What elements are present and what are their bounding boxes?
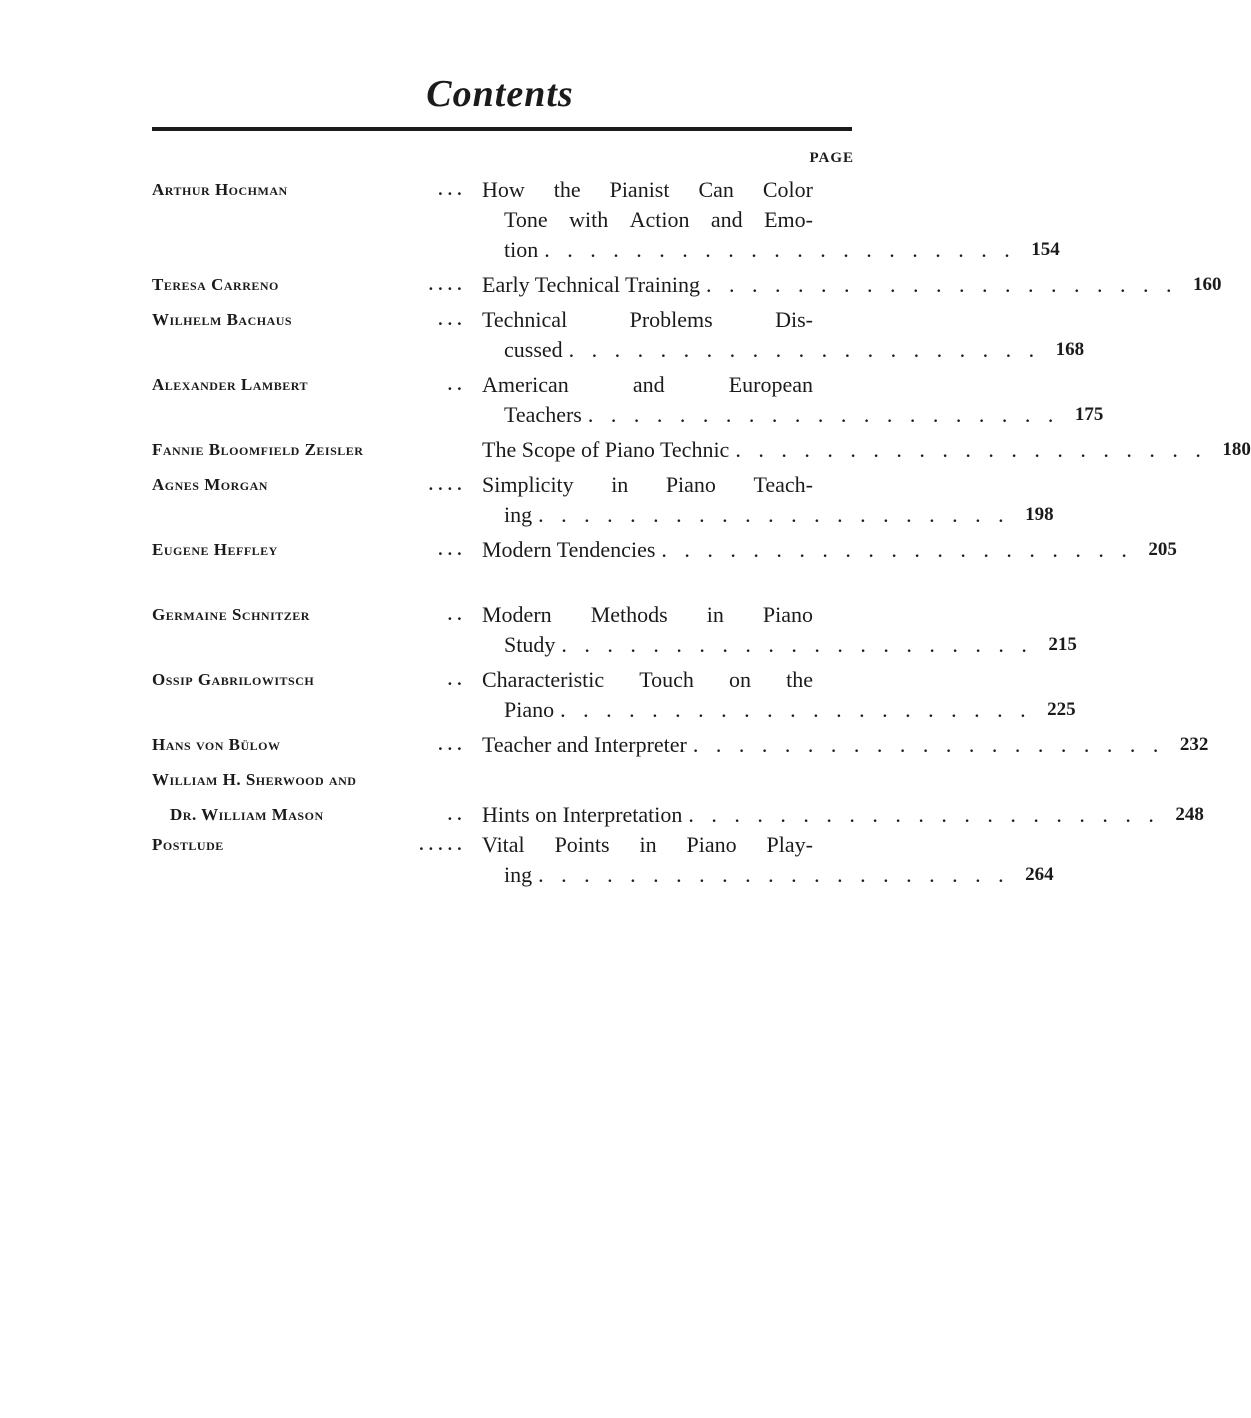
toc-title: [482, 800, 1204, 830]
toc-leader-dots: . . . . . . . . . . . . . . . . . . . . .: [544, 237, 1016, 262]
toc-title-line: American and European: [482, 372, 813, 397]
toc-page-number: 160: [1193, 274, 1222, 295]
toc-page-number: 232: [1179, 734, 1209, 755]
toc-leader-dots: . . . .: [428, 275, 462, 294]
toc-title-line: Tone with Action and Emo-: [504, 207, 813, 232]
toc-title-line: ing: [504, 862, 533, 887]
toc-author: [152, 270, 462, 300]
toc-title-line: The Scope of Piano Technic: [482, 437, 730, 462]
toc-leader-dots: . . .: [438, 735, 462, 754]
toc-title-line: cussed: [504, 337, 563, 362]
toc-title: [482, 535, 1177, 565]
toc-leader-dots: . . . . . . . . . . . . . . . . . . . . .: [538, 502, 1010, 527]
toc-leader-dots: . . . . . . . . . . . . . . . . . . . . .: [661, 537, 1133, 562]
toc-author: [152, 470, 462, 500]
toc-title: [482, 175, 1060, 265]
toc-title: [482, 830, 1054, 890]
toc-author-name: Teresa Carreno: [152, 275, 279, 294]
toc-author: [152, 435, 462, 465]
toc-author: [152, 730, 462, 760]
toc-page-number: 205: [1148, 539, 1177, 560]
toc-author: [152, 370, 462, 400]
toc-author-name: Eugene Heffley: [152, 540, 278, 559]
toc-page-number: 154: [1031, 239, 1060, 260]
toc-author-name: Wilhelm Bachaus: [152, 310, 293, 329]
toc-leader-dots: . . . . . . . . . . . . . . . . . . . . .: [587, 402, 1060, 427]
toc-title-line: Teachers: [504, 402, 582, 427]
toc-title-line: Early Technical Training: [482, 272, 701, 297]
toc-author: [152, 175, 462, 205]
toc-author-name: Hans von Bülow: [152, 735, 281, 754]
toc-author-name: Fannie Bloomfield Zeisler: [152, 440, 364, 459]
toc-title-line: Piano: [504, 697, 555, 722]
toc-leader-dots: . .: [447, 605, 462, 624]
toc-title: [482, 270, 1222, 300]
toc-author-name: Arthur Hochman: [152, 180, 288, 199]
toc-leader-dots: . . . . . . . . . . . . . . . . . . . . .: [561, 632, 1033, 657]
page-title: Contents: [426, 73, 574, 115]
toc-leader-dots: . . . . . . . . . . . . . . . . . . . . .: [560, 697, 1032, 722]
toc-author: [152, 535, 462, 565]
toc-leader-dots: . . . . .: [419, 835, 462, 854]
toc-page-number: 175: [1074, 404, 1104, 425]
toc-author-name: Postlude: [152, 835, 224, 854]
toc-leader-dots: . . . . . . . . . . . . . . . . . . . . .: [568, 337, 1041, 362]
toc-leader-dots: . . .: [438, 540, 462, 559]
toc-title: [482, 370, 1104, 430]
toc-page-number: 225: [1047, 699, 1076, 720]
toc-title-line: Modern Methods in Piano: [482, 602, 813, 627]
toc-author-name: William H. Sherwood and: [152, 770, 357, 789]
toc-title-line: How the Pianist Can Color: [482, 177, 813, 202]
toc-title: [482, 435, 1251, 465]
toc-author-name: Ossip Gabrilowitsch: [152, 670, 315, 689]
toc-page-number: 248: [1175, 804, 1204, 825]
toc-title-line: Hints on Interpretation: [482, 802, 683, 827]
toc-leader-dots: . . .: [438, 310, 462, 329]
page-column-label: PAGE: [809, 150, 854, 166]
toc-title-line: Characteristic Touch on the: [482, 667, 813, 692]
toc-leader-dots: . . .: [438, 180, 462, 199]
toc-leader-dots: . . . . . . . . . . . . . . . . . . . . .: [706, 272, 1178, 297]
toc-leader-dots: . .: [447, 805, 462, 824]
toc-author: [152, 830, 462, 860]
toc-page-number: 215: [1048, 634, 1077, 655]
toc-page-number: 198: [1025, 504, 1054, 525]
toc-leader-dots: . . . . . . . . . . . . . . . . . . . . .: [692, 732, 1165, 757]
toc-title-line: ing: [504, 502, 533, 527]
toc-leader-dots: [363, 435, 462, 465]
toc-title-line: Simplicity in Piano Teach-: [482, 472, 813, 497]
toc-title-line: Vital Points in Piano Play-: [482, 832, 813, 857]
toc-leader-dots: . . . .: [428, 475, 462, 494]
toc-author-name: Dr. William Mason: [170, 805, 324, 824]
toc-author: [152, 765, 462, 830]
toc-title-line: Modern Tendencies: [482, 537, 656, 562]
toc-author: [152, 665, 462, 695]
toc-author-name: Germaine Schnitzer: [152, 605, 310, 624]
toc-title-line: Study: [504, 632, 556, 657]
toc-leader-dots: . .: [447, 670, 462, 689]
toc-page-number: 168: [1055, 339, 1085, 360]
toc-title-line: tion: [504, 237, 539, 262]
toc-title-line: Teacher and Interpreter: [482, 732, 687, 757]
title-rule: [152, 127, 852, 131]
toc-page-number: 264: [1025, 864, 1054, 885]
toc-author: [152, 305, 462, 335]
toc-page-number: 180: [1222, 439, 1251, 460]
toc-leader-dots: . . . . . . . . . . . . . . . . . . . . .: [688, 802, 1160, 827]
toc-title: [482, 665, 1076, 725]
toc-leader-dots: . . . . . . . . . . . . . . . . . . . . .: [735, 437, 1207, 462]
toc-author-name: Alexander Lambert: [152, 375, 308, 394]
toc-title: [482, 305, 1085, 365]
toc-title: [482, 730, 1209, 760]
toc-title-line: Technical Problems Dis-: [482, 307, 813, 332]
toc-title: [482, 470, 1054, 530]
toc-author-name: Agnes Morgan: [152, 475, 268, 494]
toc-leader-dots: . .: [447, 375, 462, 394]
toc-leader-dots: . . . . . . . . . . . . . . . . . . . . .: [538, 862, 1010, 887]
toc-author: [152, 600, 462, 630]
toc-title: [482, 600, 1077, 660]
